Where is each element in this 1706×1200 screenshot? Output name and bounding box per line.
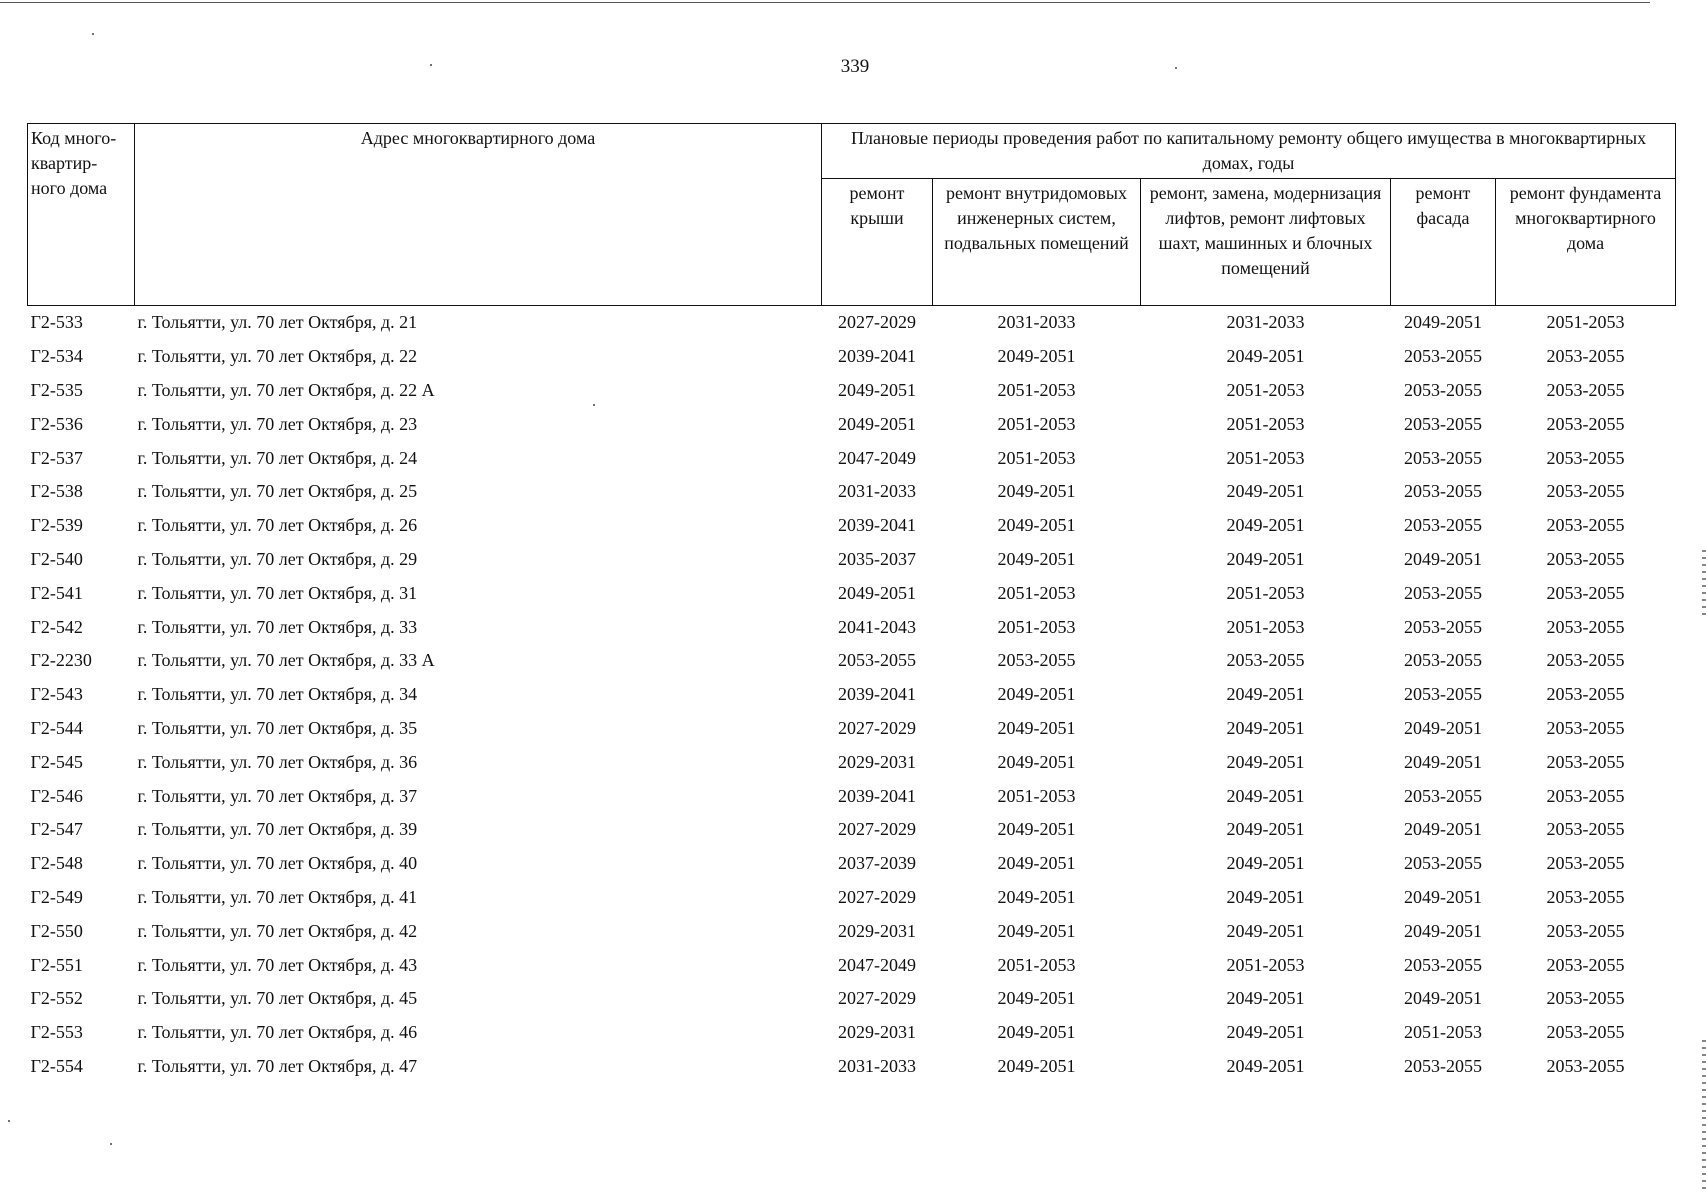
cell-address: г. Тольятти, ул. 70 лет Октября, д. 35 <box>137 717 418 738</box>
table-row <box>28 374 1676 408</box>
cell-facade: 2053-2055 <box>1404 481 1482 502</box>
cell-systems: 2051-2053 <box>997 616 1076 637</box>
cell-address: г. Тольятти, ул. 70 лет Октября, д. 21 <box>137 312 418 333</box>
scan-speck <box>110 1143 112 1145</box>
cell-code: Г2-550 <box>30 920 83 941</box>
cell-roof: 2027-2029 <box>838 988 916 1009</box>
header-code: Код много-квартир-ного дома <box>28 124 135 306</box>
scan-speck <box>8 1120 10 1122</box>
cell-roof: 2035-2037 <box>838 548 916 569</box>
cell-code: Г2-543 <box>30 684 83 705</box>
cell-facade: 2053-2055 <box>1404 346 1482 367</box>
cell-lifts: 2049-2051 <box>1226 1055 1305 1076</box>
cell-foundation: 2053-2055 <box>1546 920 1625 941</box>
cell-code: Г2-542 <box>30 616 83 637</box>
cell-address: г. Тольятти, ул. 70 лет Октября, д. 43 <box>137 954 418 975</box>
scan-speck <box>430 64 432 66</box>
cell-code: Г2-533 <box>30 312 83 333</box>
cell-facade: 2053-2055 <box>1404 616 1482 637</box>
header-roof: ремонт крыши <box>822 179 933 306</box>
cell-roof: 2031-2033 <box>838 1055 916 1076</box>
cell-foundation: 2053-2055 <box>1546 717 1625 738</box>
top-rule <box>0 2 1650 3</box>
cell-lifts: 2049-2051 <box>1226 751 1305 772</box>
cell-foundation: 2053-2055 <box>1546 819 1625 840</box>
header-planned-periods: Плановые периоды проведения работ по капитальному ремонту общего имущества в многоквартирных домах, годы <box>822 124 1676 179</box>
cell-systems: 2049-2051 <box>997 920 1076 941</box>
cell-lifts: 2051-2053 <box>1226 954 1305 975</box>
cell-foundation: 2053-2055 <box>1546 481 1625 502</box>
header-foundation: ремонт фундамента многоквартирного дома <box>1496 179 1676 306</box>
cell-facade: 2053-2055 <box>1404 413 1482 434</box>
cell-code: Г2-534 <box>30 346 83 367</box>
table-row <box>28 340 1676 374</box>
cell-roof: 2039-2041 <box>838 785 916 806</box>
cell-foundation: 2053-2055 <box>1546 379 1625 400</box>
cell-systems: 2051-2053 <box>997 785 1076 806</box>
cell-systems: 2049-2051 <box>997 1022 1076 1043</box>
cell-systems: 2049-2051 <box>997 515 1076 536</box>
cell-lifts: 2049-2051 <box>1226 853 1305 874</box>
cell-code: Г2-536 <box>30 413 83 434</box>
cell-lifts: 2049-2051 <box>1226 886 1305 907</box>
cell-facade: 2053-2055 <box>1404 1055 1482 1076</box>
cell-address: г. Тольятти, ул. 70 лет Октября, д. 31 <box>137 582 418 603</box>
cell-roof: 2037-2039 <box>838 853 916 874</box>
cell-systems: 2049-2051 <box>997 751 1076 772</box>
table-row <box>28 1016 1676 1050</box>
cell-code: Г2-549 <box>30 886 83 907</box>
cell-roof: 2039-2041 <box>838 684 916 705</box>
header-address: Адрес многоквартирного дома <box>135 124 822 306</box>
cell-systems: 2031-2033 <box>997 312 1076 333</box>
table-row <box>28 881 1676 915</box>
cell-address: г. Тольятти, ул. 70 лет Октября, д. 25 <box>137 481 418 502</box>
table-row <box>28 509 1676 543</box>
table-row <box>28 576 1676 610</box>
cell-code: Г2-545 <box>30 751 83 772</box>
cell-foundation: 2051-2053 <box>1546 312 1625 333</box>
cell-address: г. Тольятти, ул. 70 лет Октября, д. 33 <box>137 616 418 637</box>
cell-facade: 2053-2055 <box>1404 853 1482 874</box>
cell-address: г. Тольятти, ул. 70 лет Октября, д. 34 <box>137 684 418 705</box>
cell-code: Г2-2230 <box>30 650 92 671</box>
cell-systems: 2051-2053 <box>997 954 1076 975</box>
cell-code: Г2-552 <box>30 988 83 1009</box>
capital-repair-schedule-table <box>27 123 1676 1083</box>
cell-address: г. Тольятти, ул. 70 лет Октября, д. 36 <box>137 751 418 772</box>
table-row <box>28 914 1676 948</box>
cell-systems: 2051-2053 <box>997 582 1076 603</box>
table-row <box>28 610 1676 644</box>
cell-foundation: 2053-2055 <box>1546 988 1625 1009</box>
cell-roof: 2049-2051 <box>838 379 916 400</box>
table-row <box>28 1050 1676 1084</box>
cell-foundation: 2053-2055 <box>1546 785 1625 806</box>
cell-code: Г2-548 <box>30 853 83 874</box>
cell-systems: 2051-2053 <box>997 379 1076 400</box>
cell-address: г. Тольятти, ул. 70 лет Октября, д. 22 А <box>137 379 435 400</box>
table-body <box>28 306 1676 1084</box>
cell-facade: 2053-2055 <box>1404 515 1482 536</box>
cell-code: Г2-547 <box>30 819 83 840</box>
cell-systems: 2049-2051 <box>997 346 1076 367</box>
header-facade: ремонт фасада <box>1391 179 1496 306</box>
cell-facade: 2049-2051 <box>1404 312 1482 333</box>
cell-systems: 2053-2055 <box>997 650 1076 671</box>
cell-facade: 2049-2051 <box>1404 819 1482 840</box>
cell-roof: 2049-2051 <box>838 582 916 603</box>
cell-facade: 2051-2053 <box>1404 1022 1482 1043</box>
cell-systems: 2049-2051 <box>997 886 1076 907</box>
scan-speck <box>92 33 94 35</box>
cell-facade: 2053-2055 <box>1404 447 1482 468</box>
table-row <box>28 948 1676 982</box>
table-row <box>28 441 1676 475</box>
cell-code: Г2-546 <box>30 785 83 806</box>
cell-facade: 2053-2055 <box>1404 379 1482 400</box>
cell-systems: 2049-2051 <box>997 548 1076 569</box>
cell-code: Г2-554 <box>30 1055 83 1076</box>
page-number: 339 <box>840 56 870 77</box>
cell-code: Г2-538 <box>30 481 83 502</box>
cell-facade: 2053-2055 <box>1404 650 1482 671</box>
cell-address: г. Тольятти, ул. 70 лет Октября, д. 42 <box>137 920 418 941</box>
cell-facade: 2049-2051 <box>1404 886 1482 907</box>
cell-roof: 2027-2029 <box>838 717 916 738</box>
cell-foundation: 2053-2055 <box>1546 616 1625 637</box>
cell-foundation: 2053-2055 <box>1546 954 1625 975</box>
cell-roof: 2029-2031 <box>838 920 916 941</box>
header-row-main <box>28 124 1676 179</box>
cell-foundation: 2053-2055 <box>1546 515 1625 536</box>
cell-foundation: 2053-2055 <box>1546 1055 1625 1076</box>
cell-lifts: 2053-2055 <box>1226 650 1305 671</box>
cell-facade: 2049-2051 <box>1404 717 1482 738</box>
cell-lifts: 2031-2033 <box>1226 312 1305 333</box>
cell-foundation: 2053-2055 <box>1546 650 1625 671</box>
cell-code: Г2-535 <box>30 379 83 400</box>
cell-lifts: 2049-2051 <box>1226 548 1305 569</box>
cell-code: Г2-537 <box>30 447 83 468</box>
cell-lifts: 2049-2051 <box>1226 684 1305 705</box>
table-row <box>28 475 1676 509</box>
cell-code: Г2-540 <box>30 548 83 569</box>
cell-lifts: 2049-2051 <box>1226 515 1305 536</box>
cell-address: г. Тольятти, ул. 70 лет Октября, д. 24 <box>137 447 418 468</box>
cell-roof: 2049-2051 <box>838 413 916 434</box>
table-row <box>28 306 1676 340</box>
cell-systems: 2051-2053 <box>997 447 1076 468</box>
cell-lifts: 2049-2051 <box>1226 1022 1305 1043</box>
cell-facade: 2053-2055 <box>1404 684 1482 705</box>
cell-code: Г2-541 <box>30 582 83 603</box>
cell-roof: 2031-2033 <box>838 481 916 502</box>
cell-lifts: 2049-2051 <box>1226 920 1305 941</box>
cell-foundation: 2053-2055 <box>1546 853 1625 874</box>
cell-foundation: 2053-2055 <box>1546 1022 1625 1043</box>
cell-foundation: 2053-2055 <box>1546 346 1625 367</box>
cell-roof: 2053-2055 <box>838 650 916 671</box>
cell-foundation: 2053-2055 <box>1546 447 1625 468</box>
cell-systems: 2049-2051 <box>997 988 1076 1009</box>
cell-lifts: 2051-2053 <box>1226 447 1305 468</box>
cell-roof: 2039-2041 <box>838 515 916 536</box>
cell-systems: 2051-2053 <box>997 413 1076 434</box>
cell-systems: 2049-2051 <box>997 853 1076 874</box>
cell-roof: 2047-2049 <box>838 447 916 468</box>
cell-roof: 2039-2041 <box>838 346 916 367</box>
table-row <box>28 712 1676 746</box>
cell-roof: 2027-2029 <box>838 886 916 907</box>
cell-lifts: 2049-2051 <box>1226 785 1305 806</box>
cell-lifts: 2051-2053 <box>1226 582 1305 603</box>
cell-address: г. Тольятти, ул. 70 лет Октября, д. 22 <box>137 346 418 367</box>
table-row <box>28 644 1676 678</box>
header-systems: ремонт внутридомовых инженерных систем, подвальных помещений <box>933 179 1141 306</box>
header-lifts: ремонт, замена, модернизация лифтов, ремонт лифтовых шахт, машинных и блочных помещений <box>1141 179 1391 306</box>
cell-lifts: 2051-2053 <box>1226 616 1305 637</box>
cell-address: г. Тольятти, ул. 70 лет Октября, д. 45 <box>137 988 418 1009</box>
cell-systems: 2049-2051 <box>997 717 1076 738</box>
cell-roof: 2047-2049 <box>838 954 916 975</box>
cell-systems: 2049-2051 <box>997 481 1076 502</box>
cell-roof: 2029-2031 <box>838 751 916 772</box>
scan-edge-noise <box>1702 550 1706 620</box>
table-row <box>28 982 1676 1016</box>
cell-address: г. Тольятти, ул. 70 лет Октября, д. 23 <box>137 413 418 434</box>
cell-lifts: 2049-2051 <box>1226 988 1305 1009</box>
cell-roof: 2029-2031 <box>838 1022 916 1043</box>
table-row <box>28 779 1676 813</box>
cell-foundation: 2053-2055 <box>1546 582 1625 603</box>
cell-address: г. Тольятти, ул. 70 лет Октября, д. 46 <box>137 1022 418 1043</box>
cell-roof: 2027-2029 <box>838 819 916 840</box>
cell-foundation: 2053-2055 <box>1546 886 1625 907</box>
cell-address: г. Тольятти, ул. 70 лет Октября, д. 29 <box>137 548 418 569</box>
cell-address: г. Тольятти, ул. 70 лет Октября, д. 39 <box>137 819 418 840</box>
cell-facade: 2049-2051 <box>1404 988 1482 1009</box>
cell-systems: 2049-2051 <box>997 1055 1076 1076</box>
cell-facade: 2049-2051 <box>1404 920 1482 941</box>
cell-address: г. Тольятти, ул. 70 лет Октября, д. 37 <box>137 785 418 806</box>
cell-lifts: 2049-2051 <box>1226 717 1305 738</box>
cell-lifts: 2049-2051 <box>1226 346 1305 367</box>
cell-roof: 2041-2043 <box>838 616 916 637</box>
scan-speck <box>1175 67 1177 69</box>
table-row <box>28 678 1676 712</box>
table-row <box>28 847 1676 881</box>
cell-foundation: 2053-2055 <box>1546 548 1625 569</box>
cell-code: Г2-544 <box>30 717 83 738</box>
cell-code: Г2-551 <box>30 954 83 975</box>
cell-code: Г2-553 <box>30 1022 83 1043</box>
cell-address: г. Тольятти, ул. 70 лет Октября, д. 33 А <box>137 650 435 671</box>
table-row <box>28 407 1676 441</box>
cell-foundation: 2053-2055 <box>1546 413 1625 434</box>
cell-lifts: 2051-2053 <box>1226 413 1305 434</box>
table-row <box>28 745 1676 779</box>
cell-address: г. Тольятти, ул. 70 лет Октября, д. 41 <box>137 886 418 907</box>
cell-facade: 2053-2055 <box>1404 954 1482 975</box>
cell-facade: 2053-2055 <box>1404 582 1482 603</box>
cell-foundation: 2053-2055 <box>1546 684 1625 705</box>
cell-foundation: 2053-2055 <box>1546 751 1625 772</box>
table-row <box>28 813 1676 847</box>
cell-address: г. Тольятти, ул. 70 лет Октября, д. 40 <box>137 853 418 874</box>
cell-systems: 2049-2051 <box>997 684 1076 705</box>
cell-roof: 2027-2029 <box>838 312 916 333</box>
cell-code: Г2-539 <box>30 515 83 536</box>
cell-lifts: 2049-2051 <box>1226 819 1305 840</box>
cell-address: г. Тольятти, ул. 70 лет Октября, д. 47 <box>137 1055 418 1076</box>
cell-systems: 2049-2051 <box>997 819 1076 840</box>
cell-facade: 2049-2051 <box>1404 548 1482 569</box>
cell-lifts: 2051-2053 <box>1226 379 1305 400</box>
cell-facade: 2053-2055 <box>1404 785 1482 806</box>
cell-address: г. Тольятти, ул. 70 лет Октября, д. 26 <box>137 515 418 536</box>
table-row <box>28 543 1676 577</box>
cell-lifts: 2049-2051 <box>1226 481 1305 502</box>
scan-edge-noise <box>1702 1040 1706 1190</box>
cell-facade: 2049-2051 <box>1404 751 1482 772</box>
